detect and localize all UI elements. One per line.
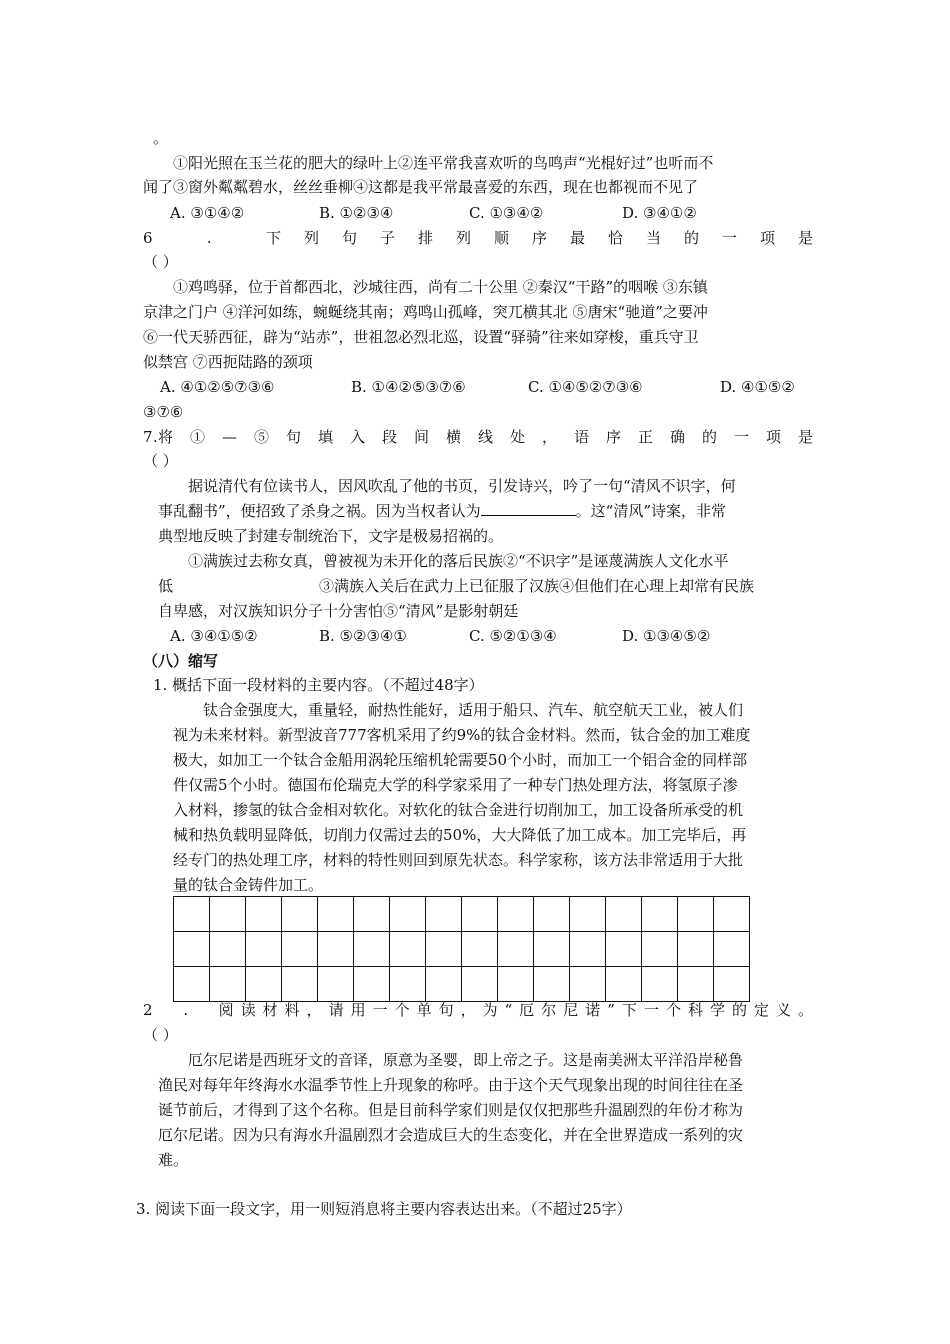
- q5-option-d: D. ③④①②: [622, 204, 697, 222]
- s8q2-passage-line2: 渔民对每年年终海水水温季节性上升现象的称呼。由于这个天气现象出现的时间往往在圣: [158, 1076, 744, 1094]
- q7-passage-line2: [158, 501, 726, 521]
- s8q2-passage-line3: 诞节前后，才得到了这个名称。但是目前科学家们则是仅仅把那些升温剧烈的年份才称为: [158, 1101, 744, 1119]
- q6-sentences-line2: 京津之门户 ④洋河如练，蜿蜒绕其南；鸡鸣山孤峰，突兀横其北 ⑤唐宋“驰道”之要冲: [143, 303, 708, 321]
- q6-stem: [143, 228, 836, 248]
- s8q1-stem: 1. 概括下面一段材料的主要内容。（不超过48字）: [153, 676, 484, 694]
- s8q2-answer-paren: （ ）: [143, 1026, 178, 1044]
- s8q2-passage-line4: 厄尔尼诺。因为只有海水升温剧烈才会造成巨大的生态变化，并在全世界造成一系列的灾: [158, 1126, 744, 1144]
- q5-sentences-line1: ①阳光照在玉兰花的肥大的绿叶上②连平常我喜欢听的鸟鸣声“光棍好过”也听而不: [173, 154, 714, 172]
- grid-cell[interactable]: [678, 932, 714, 967]
- grid-row: [174, 932, 750, 967]
- q6-option-b: B. ①④②⑤③⑦⑥: [351, 378, 466, 396]
- q7-stem-text: 将①—⑤句填入段间横线处，语序正确的一项是: [157, 428, 830, 446]
- grid-cell[interactable]: [678, 967, 714, 1002]
- grid-cell[interactable]: [282, 897, 318, 932]
- grid-cell[interactable]: [642, 967, 678, 1002]
- s8q2-passage-line5: 难。: [158, 1151, 189, 1169]
- grid-cell[interactable]: [390, 932, 426, 967]
- q6-option-d-continued: ③⑦⑥: [143, 403, 184, 421]
- answer-grid: [173, 896, 750, 1002]
- q6-option-a: A. ④①②⑤⑦③⑥: [160, 378, 275, 396]
- q7-answer-paren: （ ）: [143, 452, 178, 470]
- q6-stem-text: 下列句子排列顺序最恰当的一项是: [265, 229, 836, 247]
- q6-answer-paren: （ ）: [143, 253, 178, 271]
- s8q2-dot: .: [183, 1001, 188, 1019]
- q7-option-d: D. ①③④⑤②: [622, 627, 711, 645]
- grid-cell[interactable]: [246, 897, 282, 932]
- q6-option-c: C. ①④⑤②⑦③⑥: [528, 378, 643, 396]
- q7-fill-blank: [481, 501, 576, 516]
- grid-cell[interactable]: [426, 932, 462, 967]
- q7-number: 7: [143, 428, 153, 446]
- q7-option-c: C. ⑤②①③④: [469, 627, 557, 645]
- q5-option-b: B. ①②③④: [319, 204, 394, 222]
- grid-cell[interactable]: [354, 967, 390, 1002]
- q7-dot: .: [152, 428, 158, 446]
- grid-cell[interactable]: [606, 897, 642, 932]
- q7-passage-line1: 据说清代有位读书人，因风吹乱了他的书页，引发诗兴，吟了一句“清风不识字，何: [188, 477, 736, 495]
- q7-option-a: A. ③④①⑤②: [170, 627, 258, 645]
- grid-cell[interactable]: [534, 967, 570, 1002]
- s8q1-passage-line6: 械和热负载明显降低，切削力仅需过去的50%，大大降低了加工成本。加工完毕后，再: [173, 826, 747, 844]
- s8q2-stem: [143, 1000, 820, 1020]
- grid-cell[interactable]: [714, 932, 750, 967]
- grid-cell[interactable]: [354, 897, 390, 932]
- grid-cell[interactable]: [570, 897, 606, 932]
- grid-row: [174, 897, 750, 932]
- grid-cell[interactable]: [174, 967, 210, 1002]
- grid-cell[interactable]: [318, 967, 354, 1002]
- grid-cell[interactable]: [426, 897, 462, 932]
- grid-cell[interactable]: [642, 932, 678, 967]
- q6-option-d: D. ④①⑤②: [720, 378, 795, 396]
- grid-cell[interactable]: [534, 897, 570, 932]
- q6-dot: .: [206, 229, 212, 247]
- grid-cell[interactable]: [318, 932, 354, 967]
- grid-cell[interactable]: [570, 967, 606, 1002]
- q7-stem: [143, 427, 830, 447]
- grid-cell[interactable]: [210, 932, 246, 967]
- s8q1-passage-line8: 量的钛合金铸件加工。: [173, 876, 324, 894]
- q5-sentences-line2: 闻了③窗外粼粼碧水，丝丝垂柳④这都是我平常最喜爱的东西，现在也都视而不见了: [143, 178, 699, 196]
- grid-cell[interactable]: [426, 967, 462, 1002]
- q5-option-a: A. ③①④②: [170, 204, 245, 222]
- q5-option-c: C. ①③④②: [469, 204, 544, 222]
- q7-passage-line3: 典型地反映了封建专制统治下，文字是极易招祸的。: [158, 527, 504, 545]
- grid-cell[interactable]: [606, 967, 642, 1002]
- grid-cell[interactable]: [390, 897, 426, 932]
- s8q2-number: 2: [143, 1001, 153, 1019]
- grid-cell[interactable]: [210, 967, 246, 1002]
- s8q1-passage-line3: 极大，如加工一个钛合金船用涡轮压缩机轮需要50个小时，而加工一个铝合金的同样部: [173, 751, 748, 769]
- s8q2-stem-text: 阅读材料，请用一个单句，为“厄尔尼诺”下一个科学的定义。: [218, 1001, 820, 1019]
- q6-sentences-line1: ①鸡鸣驿，位于首都西北，沙城往西，尚有二十公里 ②秦汉“干路”的咽喉 ③东镇: [173, 278, 708, 296]
- grid-cell[interactable]: [570, 932, 606, 967]
- grid-cell[interactable]: [498, 967, 534, 1002]
- grid-cell[interactable]: [390, 967, 426, 1002]
- grid-cell[interactable]: [462, 967, 498, 1002]
- grid-cell[interactable]: [246, 932, 282, 967]
- s8q2-passage-line1: 厄尔尼诺是西班牙文的音译，原意为圣婴，即上帝之子。这是南美洲太平洋沿岸秘鲁: [188, 1051, 744, 1069]
- s8q1-passage-line1: 钛合金强度大，重量轻，耐热性能好，适用于船只、汽车、航空航天工业，被人们: [203, 701, 744, 719]
- q7-passage-line2-after: 。这“清风”诗案，非常: [575, 502, 727, 520]
- grid-cell[interactable]: [498, 897, 534, 932]
- q5-dot: 。: [153, 129, 169, 147]
- q6-sentences-line4: 似禁宫 ⑦西扼陆路的颈项: [143, 353, 313, 371]
- grid-cell[interactable]: [678, 897, 714, 932]
- grid-cell[interactable]: [282, 932, 318, 967]
- q7-option-b: B. ⑤②③④①: [319, 627, 407, 645]
- grid-cell[interactable]: [318, 897, 354, 932]
- s8q3-stem: 3. 阅读下面一段文字，用一则短消息将主要内容表达出来。（不超过25字）: [136, 1200, 632, 1218]
- grid-cell[interactable]: [210, 897, 246, 932]
- grid-cell[interactable]: [498, 932, 534, 967]
- q7-sentences-line1: ①满族过去称女真，曾被视为未开化的落后民族②“不识字”是诬蔑满族人文化水平: [188, 552, 729, 570]
- q7-sentences-line2b: ③满族入关后在武力上已征服了汉族④但他们在心理上却常有民族: [319, 577, 755, 595]
- q7-sentences-line2a: 低: [158, 577, 174, 595]
- q7-passage-line2-before: 事乱翻书”，便招致了杀身之祸。因为当权者认为: [158, 502, 481, 520]
- q7-sentences-line3: 自卑感，对汉族知识分子十分害怕⑤“清风”是影射朝廷: [158, 602, 519, 620]
- grid-row: [174, 967, 750, 1002]
- q6-number: 6: [143, 229, 153, 247]
- s8q1-passage-line4: 件仅需5个小时。德国布伦瑞克大学的科学家采用了一种专门热处理方法，将氢原子渗: [173, 776, 738, 794]
- grid-cell[interactable]: [714, 897, 750, 932]
- s8q1-passage-line2: 视为未来材料。新型波音777客机采用了约9%的钛合金材料。然而，钛合金的加工难度: [173, 726, 751, 744]
- grid-cell[interactable]: [246, 967, 282, 1002]
- grid-cell[interactable]: [174, 932, 210, 967]
- grid-cell[interactable]: [534, 932, 570, 967]
- grid-cell[interactable]: [462, 897, 498, 932]
- grid-cell[interactable]: [462, 932, 498, 967]
- grid-cell[interactable]: [354, 932, 390, 967]
- grid-cell[interactable]: [642, 897, 678, 932]
- grid-cell[interactable]: [174, 897, 210, 932]
- q6-sentences-line3: ⑥一代天骄西征，辟为“站赤”，世祖忽必烈北巡，设置“驿骑”往来如穿梭，重兵守卫: [143, 328, 699, 346]
- grid-cell[interactable]: [282, 967, 318, 1002]
- s8q1-passage-line7: 经专门的热处理工序，材料的特性则回到原先状态。科学家称，该方法非常适用于大批: [173, 851, 744, 869]
- s8q1-passage-line5: 入材料，掺氢的钛合金相对软化。对软化的钛合金进行切削加工，加工设备所承受的机: [173, 801, 744, 819]
- grid-cell[interactable]: [606, 932, 642, 967]
- grid-cell[interactable]: [714, 967, 750, 1002]
- section-title: （八）缩写: [143, 652, 219, 670]
